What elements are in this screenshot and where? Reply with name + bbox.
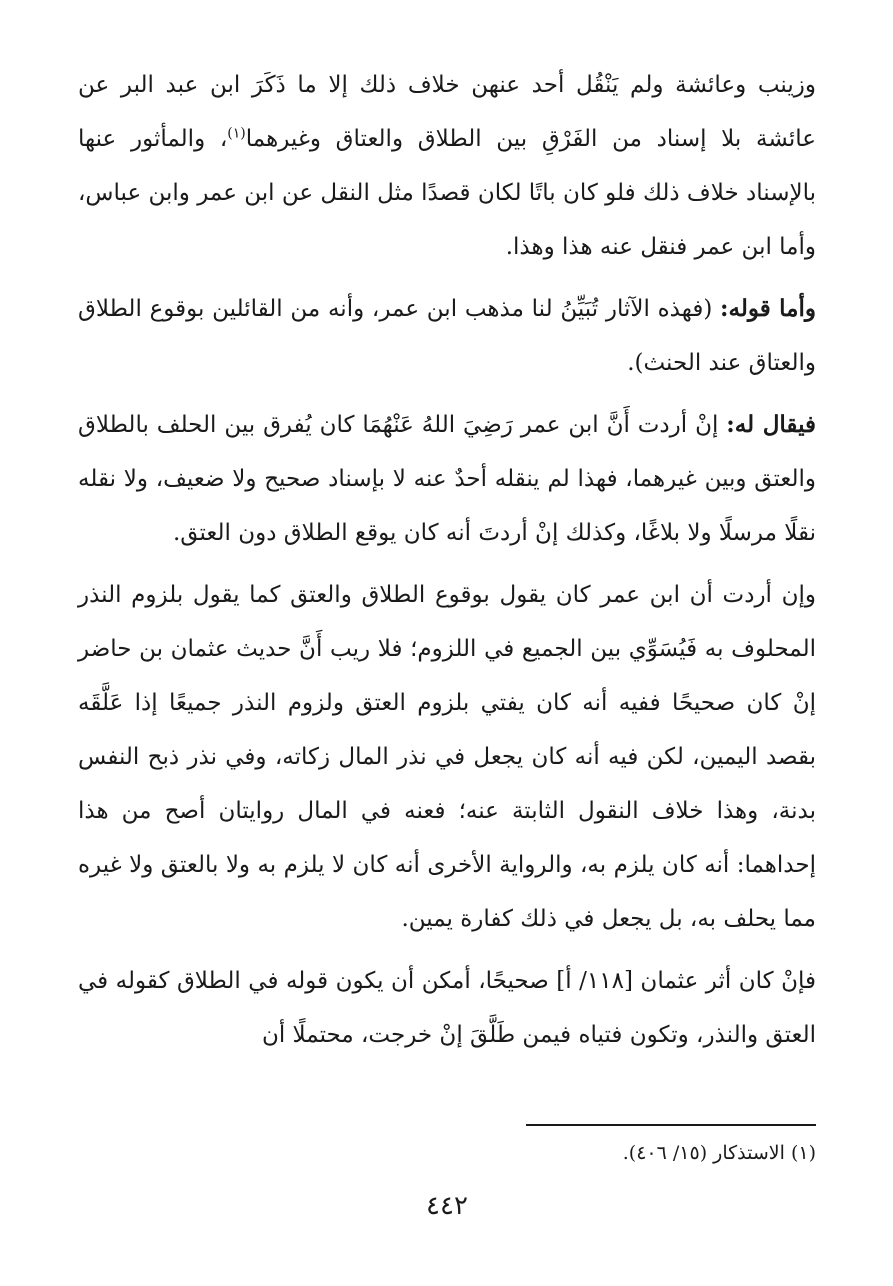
paragraph-2-lead: وأما قوله: [720,295,817,322]
paragraph-4-text: وإن أردت أن ابن عمر كان يقول بوقوع الطلاق والعتق كما يقول بلزوم النذر المحلوف به فَيُسَوِّي بين الجميع في اللزوم؛ فلا ريب أَنَّ حديث عثمان بن حاضر إنْ كان صحيحًا ففيه أنه كان يفتي بلزوم العتق ولزوم النذر جميعًا إذا عَلَّقَه بقصد اليمين، لكن فيه أنه كان يجعل في نذر المال زكاته، وفي نذر ذبح النفس بدنة، وهذا خلاف النقول الثابتة عنه؛ فعنه في المال روايتان أصح من هذا إحداهما: أنه كان يلزم به، والرواية الأخرى أنه كان لا يلزم به ولا بالعتق ولا غيره مما يحلف به، بل يجعل في ذلك كفارة يمين. [78,582,816,932]
paragraph-3-text: إنْ أردت أَنَّ ابن عمر رَضِيَ اللهُ عَنْهُمَا كان يُفرق بين الحلف بالطلاق والعتق وبين غيرهما، فهذا لم ينقله أحدٌ عنه لا بإسناد صحيح ولا ضعيف، ولا نقله نقلًا مرسلًا ولا بلاغًا، وكذلك إنْ أردتَ أنه كان يوقع الطلاق دون العتق. [78,412,816,546]
paragraph-5 [78,954,816,1062]
page-number: ٤٤٢ [426,1191,468,1221]
paragraph-4 [78,568,816,946]
paragraph-1-tail: ، والمأثور عنها بالإسناد خلاف ذلك فلو كان باتًا لكان قصدًا مثل النقل عن ابن عمر وابن عباس، وأما ابن عمر فنقل عنه هذا وهذا. [78,126,816,260]
paragraph-5-text: فإنْ كان أثر عثمان [١١٨/ أ] صحيحًا، أمكن أن يكون قوله في الطلاق كقوله في العتق والنذر، وتكون فتياه فيمن طَلَّقَ إنْ خرجت، محتملًا أن [78,968,816,1048]
paragraph-2-text: (فهذه الآثار تُبَيِّنُ لنا مذهب ابن عمر، وأنه من القائلين بوقوع الطلاق والعتاق عند الحنث). [78,296,816,376]
document-page [78,58,816,1228]
paragraph-3-lead: فيقال له: [726,411,817,438]
paragraph-2 [78,282,816,390]
paragraph-3 [78,398,816,560]
paragraph-1 [78,58,816,274]
footnote: (١) الاستذكار (١٥/ ٤٠٦). [622,1142,816,1164]
footnote-reference[interactable]: (١) [227,125,246,142]
paragraph-1-text: وزينب وعائشة ولم يَنْقُل أحد عنهن خلاف ذلك إلا ما ذَكَرَ ابن عبد البر عن عائشة بلا إسناد من الفَرْقِ بين الطلاق والعتاق وغيرهما [78,72,816,152]
footnote-divider [526,1124,816,1126]
